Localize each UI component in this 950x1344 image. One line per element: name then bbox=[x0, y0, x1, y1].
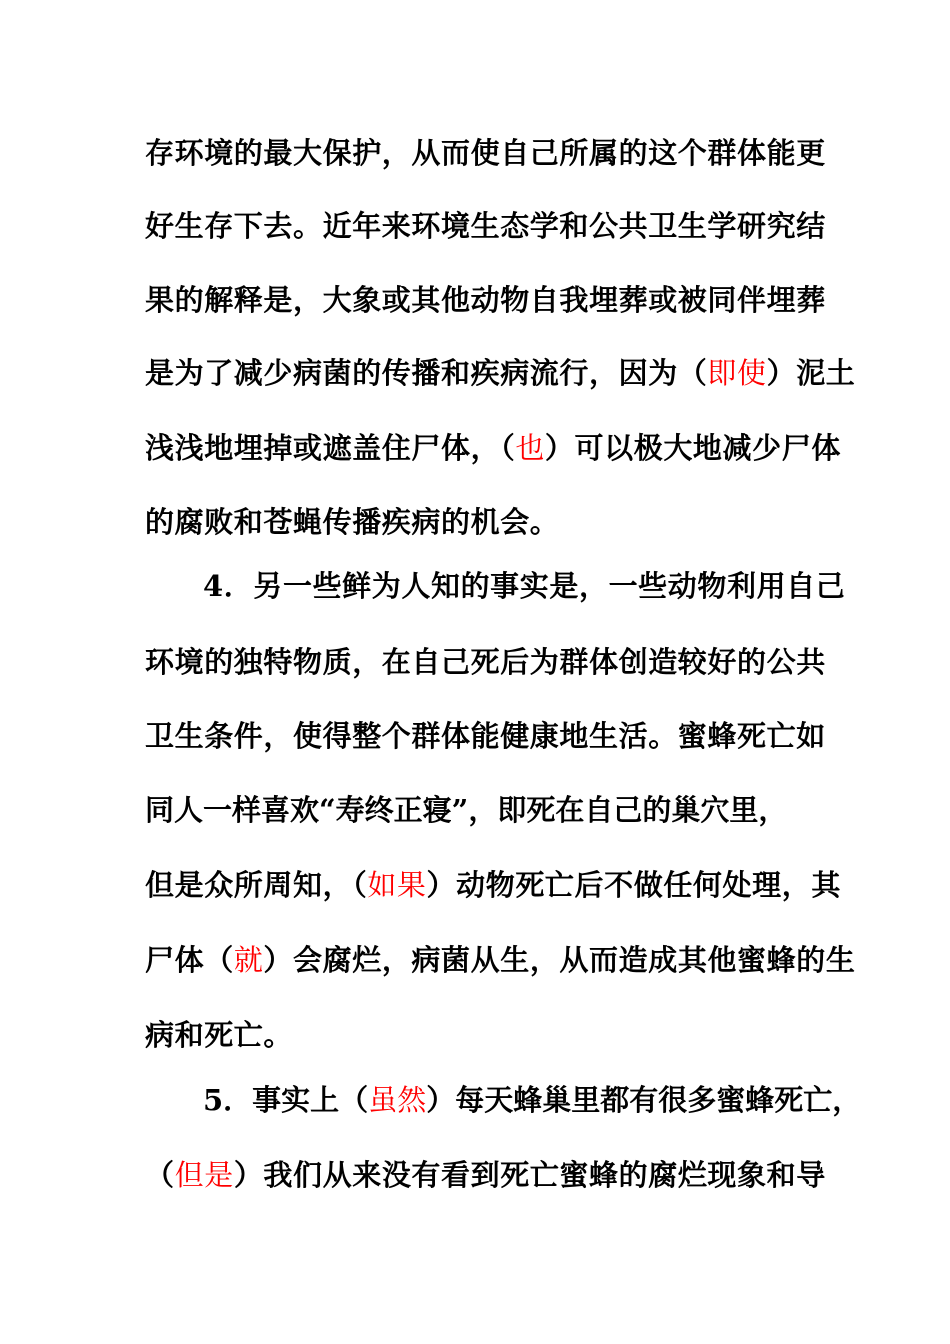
text-segment: ）每天蜂巢里都有很多蜜蜂死亡， bbox=[426, 1083, 862, 1117]
text-segment: 5．事实上（ bbox=[203, 1083, 369, 1117]
text-segment: ）泥土 bbox=[766, 356, 856, 390]
text-segment: 病和死亡。 bbox=[145, 1018, 294, 1052]
text-line bbox=[145, 280, 826, 320]
text-line bbox=[203, 566, 845, 606]
text-line bbox=[145, 1015, 293, 1055]
text-segment: 的腐败和苍蝇传播疾病的机会。 bbox=[145, 505, 560, 539]
highlighted-conjunction: 就 bbox=[233, 943, 264, 977]
highlighted-conjunction: 虽然 bbox=[368, 1083, 427, 1117]
text-segment: 同人一样喜欢“寿终正寝”，即死在自己的巢穴里， bbox=[145, 793, 788, 827]
highlighted-conjunction: 如果 bbox=[367, 868, 427, 902]
text-line bbox=[145, 716, 826, 756]
text-segment: 是为了减少病菌的传播和疾病流行，因为（ bbox=[145, 356, 708, 390]
text-line bbox=[145, 865, 841, 905]
highlighted-conjunction: 即使 bbox=[707, 356, 767, 390]
text-line bbox=[145, 940, 855, 980]
text-segment: 浅浅地埋掉或遮盖住尸体，（ bbox=[145, 431, 516, 465]
highlighted-conjunction: 但是 bbox=[174, 1158, 234, 1192]
text-line bbox=[145, 133, 826, 173]
text-segment: 但是众所周知，（ bbox=[145, 868, 368, 902]
text-line bbox=[145, 790, 787, 830]
text-line bbox=[145, 206, 826, 246]
text-line bbox=[145, 642, 826, 682]
text-line bbox=[145, 502, 559, 542]
text-segment: ）可以极大地减少尸体 bbox=[544, 431, 841, 465]
text-segment: ）会腐烂，病菌从生，从而造成其他蜜蜂的生 bbox=[263, 943, 856, 977]
text-line bbox=[145, 428, 841, 468]
text-line bbox=[145, 353, 855, 393]
highlighted-conjunction: 也 bbox=[515, 431, 545, 465]
text-segment: ）动物死亡后不做任何处理，其 bbox=[426, 868, 841, 902]
text-line bbox=[145, 1155, 826, 1195]
text-segment: 果的解释是，大象或其他动物自我埋葬或被同伴埋葬 bbox=[145, 283, 826, 317]
text-segment: ）我们从来没有看到死亡蜜蜂的腐烂现象和导 bbox=[233, 1158, 826, 1192]
text-segment: 4．另一些鲜为人知的事实是，一些动物利用自己 bbox=[203, 569, 846, 603]
text-segment: 卫生条件，使得整个群体能健康地生活。蜜蜂死亡如 bbox=[145, 719, 826, 753]
text-segment: （ bbox=[145, 1158, 175, 1192]
text-segment: 环境的独特物质，在自己死后为群体创造较好的公共 bbox=[145, 645, 826, 679]
text-segment: 尸体（ bbox=[145, 943, 234, 977]
text-segment: 好生存下去。近年来环境生态学和公共卫生学研究结 bbox=[145, 209, 826, 243]
text-segment: 存环境的最大保护，从而使自己所属的这个群体能更 bbox=[145, 136, 826, 170]
text-line bbox=[203, 1080, 861, 1120]
